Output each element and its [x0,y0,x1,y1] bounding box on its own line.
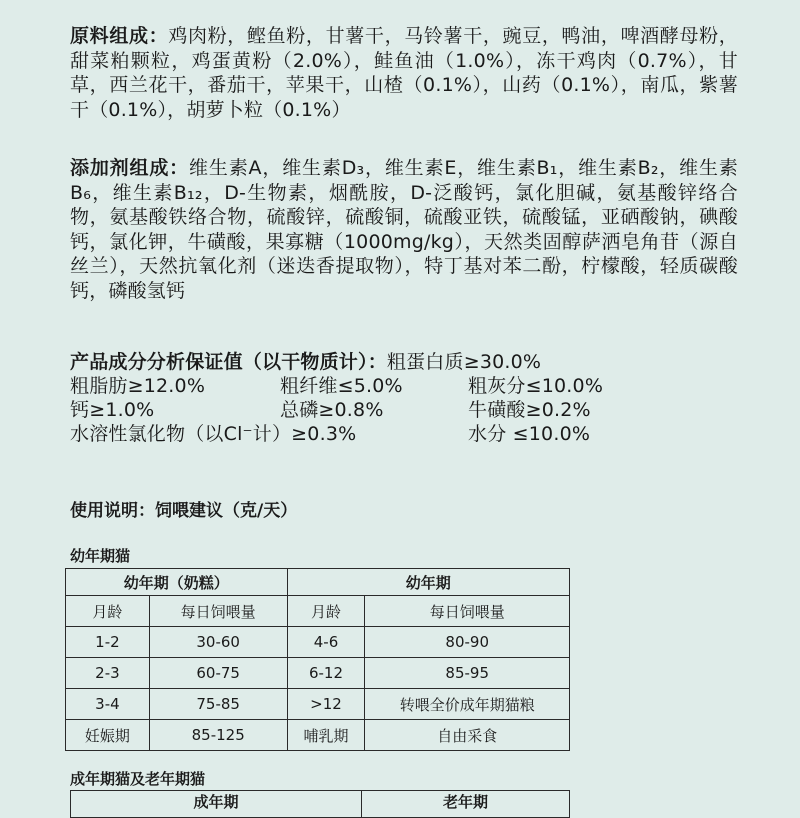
analysis-value: 粗灰分≤10.0% [468,375,604,397]
ingredients-text: 鸡肉粉，鲣鱼粉，甘薯干，马铃薯干，豌豆，鸭油，啤酒酵母粉，甜菜粕颗粒，鸡蛋黄粉（2.0%），鲑鱼油（1.0%），冻干鸡肉（0.7%），甘草，西兰花干，番茄干，苹果干，山楂（0.1%），山药（0.1%），南瓜，紫薯干（0.1%），胡萝卜粒（0.1%） [70,25,738,121]
table-subheader: 每日饲喂量 [365,596,570,627]
table-cell: 转喂全价成年期猫粮 [365,689,570,720]
additives-paragraph [70,156,738,303]
table-row [66,627,570,658]
table-group-header: 幼年期（奶糕） [66,569,288,596]
analysis-value: 总磷≥0.8% [280,399,384,421]
ingredients-label: 原料组成： [70,25,169,47]
table-cell: 60-75 [149,658,287,689]
table-row [66,720,570,751]
analysis-protein: 粗蛋白质≥30.0% [386,351,542,373]
analysis-value: 水溶性氯化物（以Cl⁻计）≥0.3% [70,423,357,445]
table-subheader: 月龄 [66,596,150,627]
table-cell: >12 [287,689,365,720]
analysis-value: 牛磺酸≥0.2% [468,399,591,421]
table-group-header: 成年期 [71,791,362,818]
table-cell: 85-95 [365,658,570,689]
analysis-value: 水分 ≤10.0% [468,423,591,445]
table-cell: 妊娠期 [66,720,150,751]
additives-text: 维生素A，维生素D₃，维生素E，维生素B₁，维生素B₂，维生素B₆，维生素B₁₂，D-生物素，烟酰胺，D-泛酸钙，氯化胆碱，氨基酸锌络合物，氨基酸铁络合物，硫酸锌，硫酸铜，硫酸亚铁，硫酸锰，亚硒酸钠，碘酸钙，氯化钾，牛磺酸，果寡糖（1000mg/kg），天然类固醇萨洒皂角苷（源自丝兰），天然抗氧化剂（迷迭香提取物），特丁基对苯二酚，柠檬酸，轻质碳酸钙，磷酸氢钙 [70,157,738,302]
table-subheader: 月龄 [287,596,365,627]
table-cell: 85-125 [149,720,287,751]
usage-title: 使用说明：饲喂建议（克/天） [70,501,298,521]
analysis-value: 粗纤维≤5.0% [280,375,403,397]
table-cell: 6-12 [287,658,365,689]
kitten-feeding-table [65,568,570,751]
analysis-label: 产品成分分析保证值（以干物质计）： [70,351,387,373]
table-cell: 3-4 [66,689,150,720]
table-cell: 哺乳期 [287,720,365,751]
adult-feeding-table [70,790,570,818]
analysis-value: 粗脂肪≥12.0% [70,375,206,397]
table-cell: 30-60 [149,627,287,658]
table-group-header: 幼年期 [287,569,569,596]
analysis-grid [70,374,738,446]
table-header-row [71,791,570,818]
adult-section-title: 成年期猫及老年期猫 [70,770,206,788]
analysis-section [70,350,738,446]
table-cell: 4-6 [287,627,365,658]
table-cell: 75-85 [149,689,287,720]
kitten-section-title: 幼年期猫 [70,547,131,565]
analysis-value: 钙≥1.0% [70,399,155,421]
additives-label: 添加剂组成： [70,157,190,179]
table-cell: 自由采食 [365,720,570,751]
table-cell: 1-2 [66,627,150,658]
table-cell: 80-90 [365,627,570,658]
table-subheader: 每日饲喂量 [149,596,287,627]
table-header-row [66,569,570,596]
table-row [66,658,570,689]
table-group-header: 老年期 [362,791,570,818]
table-row [66,689,570,720]
table-cell: 2-3 [66,658,150,689]
analysis-header-line [70,350,738,374]
ingredients-paragraph [70,24,738,122]
table-subheader-row [66,596,570,627]
